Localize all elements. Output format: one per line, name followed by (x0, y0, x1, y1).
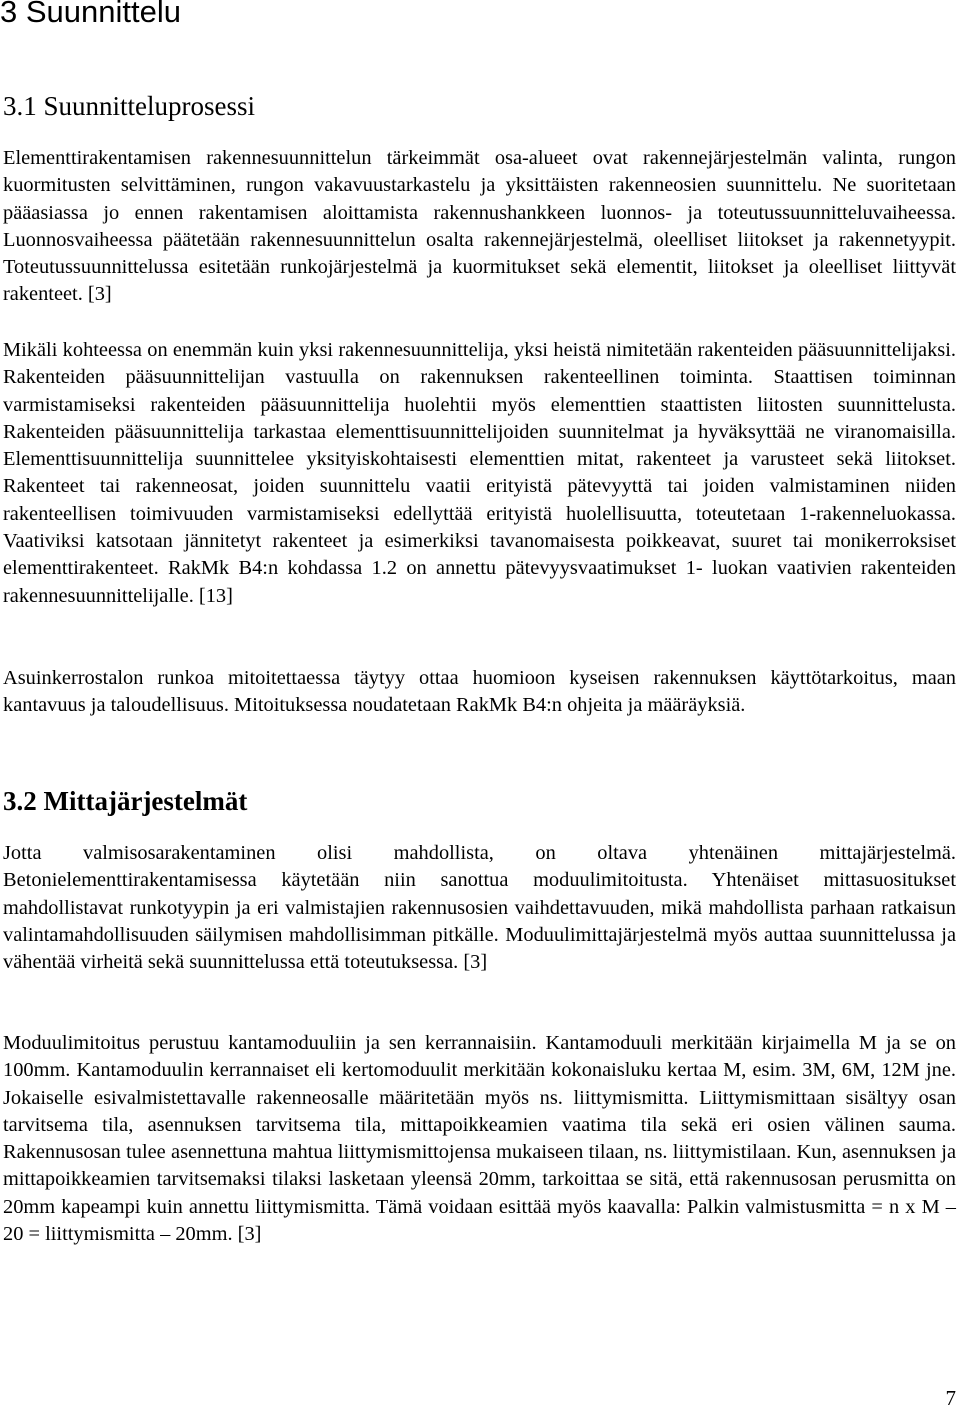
chapter-heading: 3 Suunnittelu (0, 0, 181, 29)
section-heading-3-2: 3.2 Mittajärjestelmät (3, 786, 248, 816)
paragraph-4: Jotta valmisosarakentaminen olisi mahdollista, on oltava yhtenäinen mittajärjestelmä. Betonielementtirakentamisessa käytetään niin sanottua moduulimitoitusta. Yhtenäiset mittasuositukset mahdollistavat runkotyypin ja eri valmistajien rakennusosien vaihdettavuuden, mikä mahdollista parhaan ratkaisun valintamahdollisuuden säilymisen mahdollisimman pitkälle. Moduulimittajärjestelmä myös auttaa suunnittelussa ja vähentää virheitä sekä suunnittelussa että toteutuksessa. [3] (3, 842, 956, 974)
paragraph-5: Moduulimitoitus perustuu kantamoduuliin ja sen kerrannaisiin. Kantamoduuli merkitään kirjaimella M ja se on 100mm. Kantamoduulin kerrannaiset eli kertomoduulit merkitään kokonaisluku kertaa M, esim. 3M, 6M, 12M jne. Jokaiselle esivalmistettavalle rakenneosalle määritetään myös ns. liittymismitta. Liittymismittaan sisältyy osan tarvitsema tila, asennuksen tarvitsema tila, mittapoikkeamien vaatima tila sekä eri osien välinen sauma. Rakennusosan tulee asennettuna mahtua liittymismittojensa mukaiseen tilaan, ns. liittymistilaan. Kun, asennuksen ja mittapoikkeamien tarvitsemaksi tilaksi lasketaan yleensä 20mm, tarkoittaa se sitä, että rakennusosan perusmitta on 20mm kapeampi kuin annettu liittymismitta. Tämä voidaan esittää myös kaavalla: Palkin valmistusmitta = n x M – 20 = liittymismitta – 20mm. [3] (3, 1032, 956, 1246)
paragraph-1: Elementtirakentamisen rakennesuunnittelun tärkeimmät osa-alueet ovat rakennejärjestelmän valinta, rungon kuormitusten selvittäminen, rungon vakavuustarkastelu ja yksittäisten rakenneosien suunnittelu. Ne suoritetaan pääasiassa jo ennen rakentamisen aloittamista rakennushankkeen luonnos- ja toteutussuunnitteluvaiheessa. Luonnosvaiheessa päätetään rakennesuunnittelun osalta rakennejärjestelmä, oleelliset liitokset ja rakennetyypit. Toteutussuunnittelussa esitetään runkojärjestelmä ja kuormitukset sekä elementit, liitokset ja oleelliset liittyvät rakenteet. [3] (3, 147, 956, 306)
page-number: 7 (945, 1386, 956, 1410)
paragraph-2: Mikäli kohteessa on enemmän kuin yksi rakennesuunnittelija, yksi heistä nimitetään rakenteiden pääsuunnittelijaksi. Rakenteiden pääsuunnittelijan vastuulla on rakennuksen rakenteellinen toiminta. Staattisen toiminnan varmistamiseksi rakenteiden pääsuunnittelija huolehtii myös elementtien staattisten liitosten suunnittelusta. Rakenteiden pääsuunnittelija tarkastaa elementtisuunnittelijoiden suunnitelmat ja hyväksyttää ne viranomaisilla. Elementtisuunnittelija suunnittelee yksityiskohtaisesti elementtien mitat, rakenteet ja varusteet sekä liitokset. Rakenteet tai rakenneosat, joiden suunnittelu vaatii erityistä pätevyyttä tai joiden valmistaminen niiden rakenteellisen toimivuuden varmistamiseksi edellyttää erityistä huolellisuutta, toteutetaan 1-rakenneluokassa. Vaativiksi katsotaan jännitetyt rakenteet ja esimerkiksi tavanomaisesta poikkeavat, suuret tai monikerroksiset elementtirakenteet. RakMk B4:n kohdassa 1.2 on annettu pätevyysvaatimukset 1- luokan vaativien rakenteiden rakennesuunnittelijalle. [13] (3, 339, 956, 607)
paragraph-3: Asuinkerrostalon runkoa mitoitettaessa täytyy ottaa huomioon kyseisen rakennuksen käyttötarkoitus, maan kantavuus ja taloudellisuus. Mitoituksessa noudatetaan RakMk B4:n ohjeita ja määräyksiä. (3, 667, 956, 717)
section-heading-3-1: 3.1 Suunnitteluprosessi (3, 91, 256, 121)
